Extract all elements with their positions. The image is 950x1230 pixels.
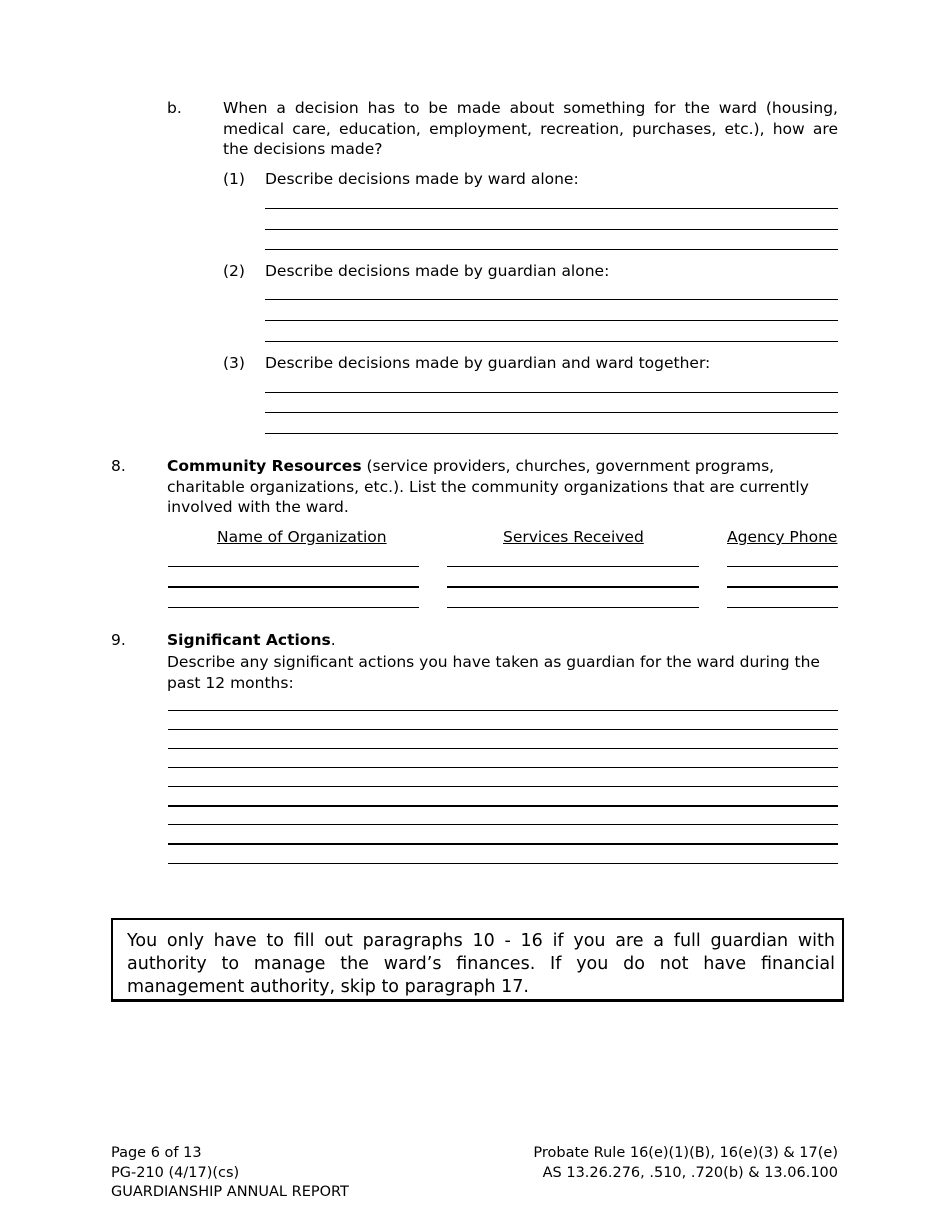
phone-line-2[interactable] [727, 586, 838, 588]
section-9-title: Significant Actions [167, 631, 331, 649]
actions-line-8[interactable] [168, 843, 838, 845]
actions-line-2[interactable] [168, 729, 838, 730]
section-9-heading [167, 631, 336, 649]
financial-notice-box [111, 918, 844, 1002]
actions-line-7[interactable] [168, 824, 838, 825]
ward-alone-line-2[interactable] [265, 229, 838, 230]
item-1-number: (1) [223, 170, 245, 188]
item-3-text: Describe decisions made by guardian and ward together: [265, 354, 711, 372]
phone-line-3[interactable] [727, 607, 838, 608]
item-1-text: Describe decisions made by ward alone: [265, 170, 579, 188]
footer-statute: AS 13.26.276, .510, .720(b) & 13.06.100 [542, 1164, 838, 1181]
actions-line-3[interactable] [168, 748, 838, 749]
services-line-1[interactable] [447, 566, 699, 567]
item-2-number: (2) [223, 262, 245, 280]
item-2-text: Describe decisions made by guardian alone: [265, 262, 610, 280]
actions-line-4[interactable] [168, 767, 838, 768]
section-b-label: b. [167, 99, 182, 117]
org-name-line-3[interactable] [168, 607, 419, 608]
together-line-2[interactable] [265, 412, 838, 413]
section-8-paragraph [167, 456, 839, 518]
actions-line-1[interactable] [168, 710, 838, 711]
footer-left [111, 1144, 349, 1203]
section-b-question: When a decision has to be made about something for the ward (housing, medical care, education, employment, recreation, purchases, etc.), how are the decisions made? [223, 99, 838, 158]
column-name-of-organization: Name of Organization [217, 528, 387, 546]
together-line-1[interactable] [265, 392, 838, 393]
org-name-line-2[interactable] [168, 586, 419, 588]
financial-notice-text: You only have to fill out paragraphs 10 - 16 if you are a full guardian with authority to manage the ward’s finances. If you do not have financial management authority, skip to paragraph 17. [127, 931, 835, 997]
ward-alone-line-3[interactable] [265, 249, 838, 250]
ward-alone-line-1[interactable] [265, 208, 838, 209]
footer-probate-rule: Probate Rule 16(e)(1)(B), 16(e)(3) & 17(e) [533, 1145, 838, 1161]
footer-page-number: Page 6 of 13 [111, 1145, 202, 1161]
column-services-received: Services Received [503, 528, 644, 546]
column-agency-phone: Agency Phone [727, 528, 838, 546]
guardian-alone-line-2[interactable] [265, 320, 838, 321]
section-9-body: Describe any significant actions you have taken as guardian for the ward during the past 12 months: [167, 653, 820, 692]
footer-right [533, 1144, 838, 1183]
actions-line-5[interactable] [168, 786, 838, 787]
footer-form-title: GUARDIANSHIP ANNUAL REPORT [111, 1184, 349, 1200]
guardian-alone-line-3[interactable] [265, 341, 838, 342]
org-name-line-1[interactable] [168, 566, 419, 567]
section-8-number: 8. [111, 457, 126, 475]
section-8-body: (service providers, churches, government programs, charitable organizations, etc.). List the community organizations that are currently involved with the ward. [167, 457, 809, 516]
item-3-number: (3) [223, 354, 245, 372]
section-9-title-period: . [330, 631, 336, 649]
services-line-3[interactable] [447, 607, 699, 608]
together-line-3[interactable] [265, 433, 838, 434]
actions-line-9[interactable] [168, 863, 838, 864]
guardian-alone-line-1[interactable] [265, 299, 838, 300]
services-line-2[interactable] [447, 586, 699, 588]
actions-line-6[interactable] [168, 805, 838, 807]
section-8-title: Community Resources [167, 457, 362, 475]
section-9-number: 9. [111, 631, 126, 649]
footer-form-number: PG-210 (4/17)(cs) [111, 1164, 240, 1181]
phone-line-1[interactable] [727, 566, 838, 567]
